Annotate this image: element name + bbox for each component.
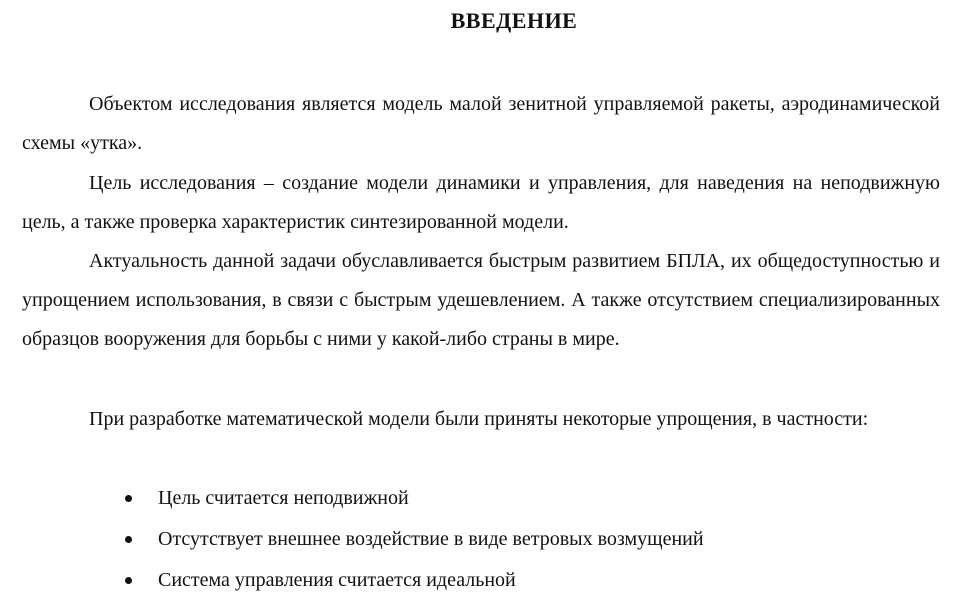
- bullet-icon: [125, 536, 132, 543]
- page-title: ВВЕДЕНИЕ: [450, 8, 578, 33]
- list-item-text: Отсутствует внешнее воздействие в виде ветровых возмущений: [158, 528, 704, 550]
- paragraph-simplifications: При разработке математической модели были приняты некоторые упрощения, в частности:: [89, 408, 869, 430]
- paragraph-goal: Цель исследования – создание модели динамики и управления, для наведения на неподвижную цель, а также проверка характеристик синтезированной модели.: [22, 172, 940, 233]
- list-item: [0, 478, 971, 519]
- paragraph-object: Объектом исследования является модель малой зенитной управляемой ракеты, аэродинамической схемы «утка».: [22, 93, 940, 154]
- list-item-text: Цель считается неподвижной: [158, 487, 409, 509]
- bullet-icon: [125, 577, 132, 584]
- bullet-icon: [125, 495, 132, 502]
- simplifications-list: [0, 478, 971, 601]
- list-item: [0, 560, 971, 601]
- list-item-text: Система управления считается идеальной: [158, 569, 516, 591]
- paragraph-relevance: Актуальность данной задачи обуславливается быстрым развитием БПЛА, их общедоступностью и упрощением использования, в связи с быстрым удешевлением. А также отсутствием специализированных образцов вооружения для борьбы с ними у какой-либо страны в мире.: [22, 250, 940, 350]
- list-item: [0, 519, 971, 560]
